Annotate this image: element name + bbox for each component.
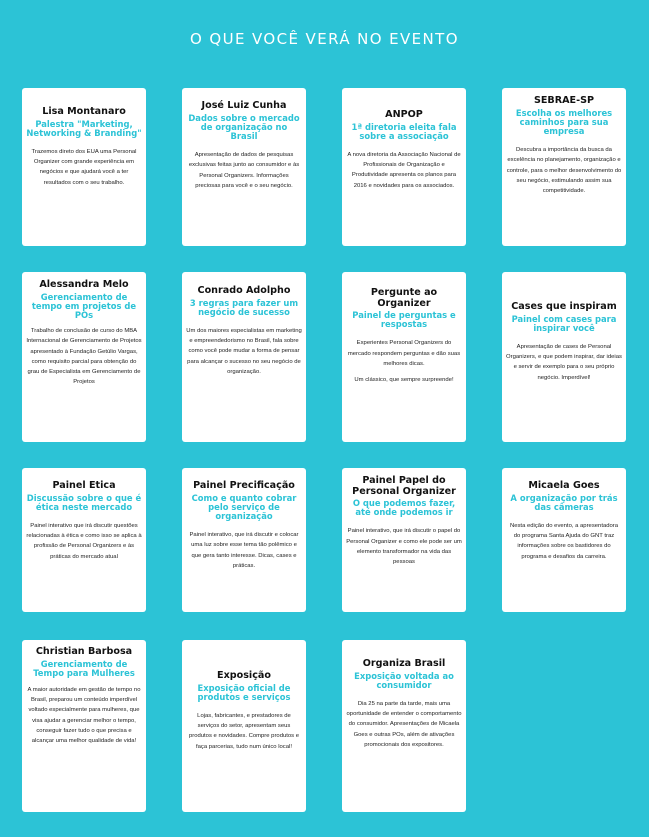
card-subtitle: Discussão sobre o que é ética neste mercado xyxy=(26,492,142,512)
card-description: Dia 25 na parte da tarde, mais uma oportunidade de entender o comportamento do consumidor. Apresentações de Micaela Goes e outras POs, além de ativações promocionais dos expositores. xyxy=(346,700,462,748)
card-subtitle: Gerenciamento de Tempo para Mulheres xyxy=(33,658,135,678)
card-title: Painel Etica xyxy=(52,480,116,491)
event-card-alessandra-melo xyxy=(22,272,146,442)
card-subtitle: Gerenciamento de tempo em projetos de POs xyxy=(31,291,137,320)
card-description: Painel interativo que irá discutir questões relacionadas à ética e como isso se aplica à profissão de Personal Organizers e às práticas do mercado atual xyxy=(26,522,142,560)
card-description: Painel interativo, que irá discutir o papel do Personal Organizer e como ele pode ser um elemento transformador na vida das pessoas xyxy=(346,528,462,566)
card-title: Christian Barbosa xyxy=(35,646,133,657)
card-title: Pergunte ao Organizer xyxy=(370,287,438,309)
card-subtitle: 1ª diretoria eleita fala sobre a associação xyxy=(351,121,457,141)
card-title: Conrado Adolpho xyxy=(197,285,291,296)
card-subtitle: 3 regras para fazer um negócio de sucesso xyxy=(189,297,299,317)
card-subtitle: A organização por trás das câmeras xyxy=(510,492,618,512)
card-title: Micaela Goes xyxy=(528,480,600,491)
card-subtitle: Palestra "Marketing, Networking & Branding" xyxy=(26,118,142,138)
card-title: Cases que inspiram xyxy=(511,301,617,312)
card-description-extra: Um clássico, que sempre surpreende! xyxy=(354,377,454,384)
card-description: Descubra a importância da busca da excelência no planejamento, organização e controle, para o melhor desenvolvimento do seu negócio, estimulando assim sua competitividade. xyxy=(506,147,622,194)
card-description: A maior autoridade em gestão de tempo no Brasil, preparou um conteúdo imperdível voltado especialmente para mulheres, que visa ajudar a gerenciar melhor o tempo, conseguir fazer tudo o que precisa e alcançar uma melhor qualidade de vida! xyxy=(27,686,141,744)
event-card-conrado-adolpho xyxy=(182,272,306,442)
event-card-pergunte-ao-organizer xyxy=(342,272,466,442)
event-card-anpop xyxy=(342,88,466,246)
card-subtitle: Painel com cases para inspirar você xyxy=(511,313,617,333)
card-description: A nova diretoria da Associação Nacional de Profissionais de Organização e Produtividade apresenta os planos para 2016 e novidades para os associados. xyxy=(347,151,461,189)
card-subtitle: Painel de perguntas e respostas xyxy=(352,310,456,330)
event-card-micaela-goes xyxy=(502,468,626,612)
card-title: Exposição xyxy=(217,670,271,681)
card-title: Alessandra Melo xyxy=(39,279,129,290)
event-card-exposicao xyxy=(182,640,306,812)
card-description: Trabalho de conclusão de curso do MBA Internacional de Gerenciamento de Projetos apresentado à Fundação Getúlio Vargas, como requisito parcial para obtenção do grau de Especialista em Gerenciamento de Projetos xyxy=(26,328,142,386)
card-subtitle: Dados sobre o mercado de organização no Brasil xyxy=(188,112,300,141)
event-card-organiza-brasil xyxy=(342,640,466,812)
page-title: O QUE VOCÊ VERÁ NO EVENTO xyxy=(190,30,459,48)
card-description: Um dos maiores especialistas em marketing e empreendedorismo no Brasil, fala sobre como você pode mudar a forma de pensar para alcançar o sucesso no seu negócio de organização. xyxy=(186,327,302,375)
event-card-sebrae-sp xyxy=(502,88,626,246)
card-title: Organiza Brasil xyxy=(362,658,446,669)
card-title: José Luiz Cunha xyxy=(201,100,287,111)
event-card-painel-papel-do-personal-organizer xyxy=(342,468,466,612)
card-subtitle: O que podemos fazer, até onde podemos ir xyxy=(352,498,456,518)
card-title: Painel Precificação xyxy=(193,480,295,491)
event-card-lisa-montanaro xyxy=(22,88,146,246)
event-card-painel-etica xyxy=(22,468,146,612)
card-description: Trazemos direto dos EUA uma Personal Organizer com grande experiência em negócios e que ajudará você a ter resultados com o seu trabalho. xyxy=(31,148,137,186)
card-subtitle: Exposição oficial de produtos e serviços xyxy=(197,682,291,702)
card-title: Painel Papel do Personal Organizer xyxy=(352,475,456,497)
event-card-christian-barbosa xyxy=(22,640,146,812)
event-card-jose-luiz-cunha xyxy=(182,88,306,246)
card-description: Nesta edição do evento, a apresentadora do programa Santa Ajuda do GNT traz informações sobre os bastidores do programa e desafios da carreira. xyxy=(509,522,619,560)
card-title: SEBRAE-SP xyxy=(533,95,595,106)
card-subtitle: Exposição voltada ao consumidor xyxy=(354,670,454,690)
event-card-cases-que-inspiram xyxy=(502,272,626,442)
card-title: ANPOP xyxy=(385,109,423,120)
event-card-painel-precificacao xyxy=(182,468,306,612)
card-description: Apresentação de cases de Personal Organizers, e que podem inspirar, dar ideias e servir de exemplo para o seu próprio negócio. Imperdível! xyxy=(506,343,622,381)
card-description: Experientes Personal Organizers do mercado respondem perguntas e dão suas melhores dicas. xyxy=(347,340,461,367)
card-description: Painel interativo, que irá discutir e colocar uma luz sobre esse tema tão polêmico e que gera tanto interesse. Dicas, cases e práticas. xyxy=(189,532,299,569)
card-description: Lojas, fabricantes, e prestadores de serviços do setor, apresentam seus produtos e novidades. Compre produtos e faça parcerias, tudo num único local! xyxy=(188,712,300,750)
card-description: Apresentação de dados de pesquisas exclusivas feitas junto ao consumidor e às Personal Organizers. Informações preciosas para você e o seu negócio. xyxy=(188,152,300,189)
card-subtitle: Como e quanto cobrar pelo serviço de organização xyxy=(191,492,297,521)
card-subtitle: Escolha os melhores caminhos para sua empresa xyxy=(515,107,613,136)
card-title: Lisa Montanaro xyxy=(42,106,126,117)
